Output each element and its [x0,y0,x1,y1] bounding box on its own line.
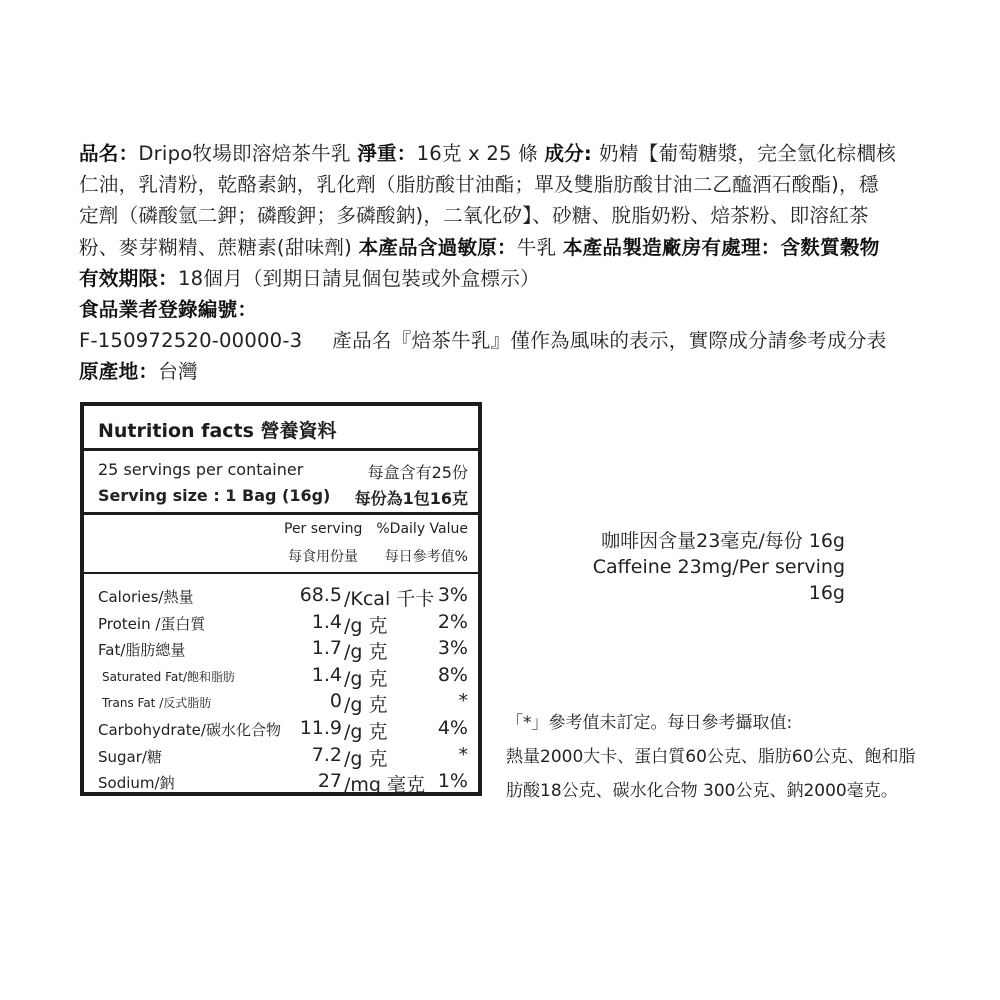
ingredients-start: 奶精【葡萄糖漿，完全氫化棕櫚核 [599,142,896,165]
caffeine-zh: 咖啡因含量23毫克/每份 16g [601,530,845,552]
reference-note-line-3: 肪酸18公克、碳水化合物 300公克、鈉2000毫克。 [506,781,898,801]
nutrient-row [84,772,478,798]
nutrient-daily-percent: * [458,690,468,713]
net-weight-label: 淨重： [357,142,417,165]
nutrient-label: Protein /蛋白質 [98,614,206,633]
ingredients-end: 粉、麥芽糊精、蔗糖素(甜味劑) [79,235,359,259]
nutrient-unit: /g 克 [344,614,388,637]
nutrient-row [84,719,478,745]
nutrient-unit: /g 克 [344,694,388,717]
column-header-daily-value: %Daily Value [376,521,468,537]
factory-note: 本產品製造廠房有處理：含麩質穀物 [562,235,880,259]
nutrient-row [84,663,478,692]
registration-number-line [79,325,939,356]
allergen-value: 牛乳 [516,235,563,259]
ingredient-line-4 [79,232,939,263]
column-header-per-serving-zh: 每食用份量 [288,549,358,565]
nutrient-value: 7.2 [311,743,342,766]
nutrient-label: Fat/脂肪總量 [98,641,186,660]
serving-size-zh: 每份為1包16克 [354,489,468,508]
nutrient-unit: /mg 毫克 [344,774,426,797]
nutrient-daily-percent: 2% [437,610,468,633]
nutrient-unit: /g 克 [344,667,388,690]
nutrient-row [84,639,478,665]
nutrient-daily-percent: 1% [437,770,468,793]
nutrient-daily-percent: 8% [437,663,468,686]
registration-line [79,294,939,325]
nutrient-value: 11.9 [299,717,342,739]
nutrient-label: Carbohydrate/碳水化合物 [98,721,281,739]
column-header-per-serving: Per serving [284,521,363,537]
title-divider [84,448,478,451]
nutrient-unit: /g 克 [344,721,388,743]
nutrient-daily-percent: * [458,743,468,766]
expiry-label: 有效期限： [79,266,178,290]
nutrient-row [84,586,478,612]
caffeine-info [555,528,845,606]
serving-size: Serving size : 1 Bag (16g) [98,486,331,505]
nutrient-row [84,743,478,772]
nutrition-title: Nutrition facts 營養資料 [98,420,337,442]
product-name: Dripo牧場即溶焙茶牛乳 [138,142,358,165]
expiry-line [79,263,939,294]
nutrient-label: Sodium/鈉 [98,774,175,793]
reference-note-line-2: 熱量2000大卡、蛋白質60公克、脂肪60公克、飽和脂 [506,747,916,767]
daily-reference-note [506,706,916,808]
nutrient-unit: /g 克 [344,747,388,770]
ingredient-line-2: 仁油，乳清粉，乾酪素鈉，乳化劑（脂肪酸甘油酯；單及雙脂肪酸甘油二乙醯酒石酸酯)，穩 [79,173,879,197]
origin-label: 原產地： [79,360,159,384]
nutrient-label: Trans Fat /反式脂肪 [102,696,212,711]
origin-line [79,356,939,387]
nutrient-label: Saturated Fat/飽和脂肪 [102,669,235,684]
header-divider [84,572,478,574]
nutrient-label: Sugar/糖 [98,747,162,766]
nutrient-daily-percent: 3% [437,637,468,660]
nutrient-unit: /Kcal 千卡 [344,588,435,610]
flavor-disclaimer: 產品名『焙茶牛乳』僅作為風味的表示，實際成分請參考成分表 [332,329,887,353]
registration-label: 食品業者登錄編號： [79,298,258,322]
nutrient-daily-percent: 4% [437,717,468,739]
servings-per-container: 25 servings per container [98,460,304,479]
ingredient-line-3: 定劑（磷酸氫二鉀；磷酸鉀；多磷酸鈉)，二氧化矽】、砂糖、脫脂奶粉、焙茶粉、即溶紅茶 [79,204,869,228]
nutrient-label: Calories/熱量 [98,588,194,606]
registration-number: F-150972520-00000-3 [79,329,303,353]
reference-note-line-1: 「*」參考值未訂定。每日參考攝取值: [506,713,793,733]
nutrition-facts-table [80,402,482,796]
ingredient-line-1 [79,138,939,169]
nutrient-value: 27 [317,770,342,793]
allergen-label: 本產品含過敏原： [358,235,517,259]
nutrient-value: 1.4 [311,663,342,686]
nutrient-row [84,692,478,718]
nutrient-value: 1.4 [311,610,342,633]
nutrient-value: 0 [329,690,342,713]
nutrient-daily-percent: 3% [437,584,468,606]
column-header-daily-value-zh: 每日參考值% [384,549,468,565]
nutrient-unit: /g 克 [344,641,388,664]
product-name-label: 品名： [79,142,139,165]
expiry-value: 18個月（到期日請見個包裝或外盒標示） [177,266,540,290]
nutrient-row [84,610,478,639]
servings-per-container-zh: 每盒含有25份 [367,463,468,482]
ingredient-text-block [79,138,939,388]
serving-divider [84,512,478,515]
ingredients-label: 成分: [544,142,599,165]
net-weight: 16克 x 25 條 [416,142,545,165]
nutrient-value: 68.5 [299,584,342,606]
caffeine-en: Caffeine 23mg/Per serving 16g [592,556,845,604]
origin-value: 台灣 [158,360,198,384]
nutrient-value: 1.7 [311,637,342,660]
